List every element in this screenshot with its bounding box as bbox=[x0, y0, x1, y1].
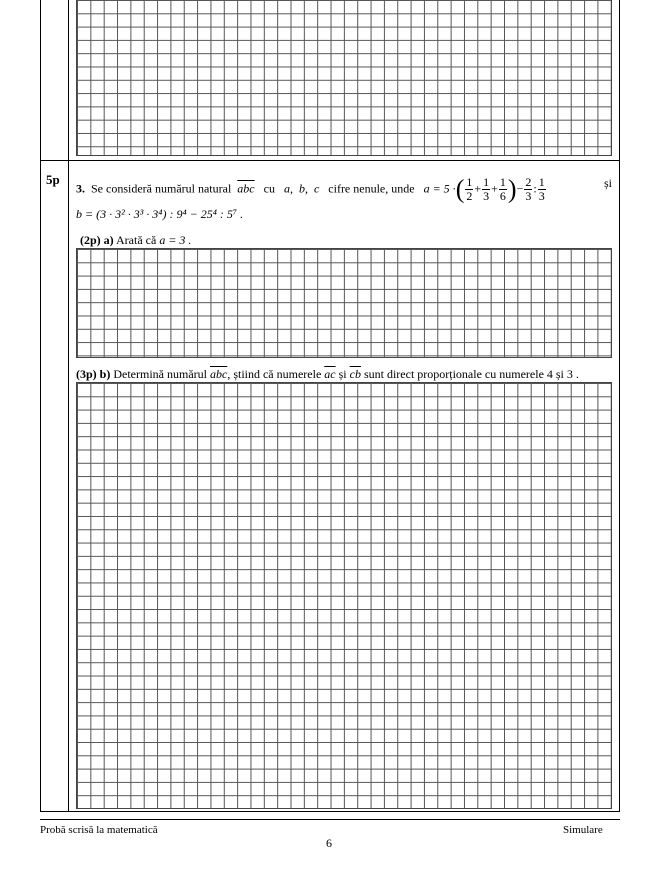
part-b-points: (3p) b) bbox=[76, 367, 111, 381]
number-cb: $\overline{cb}$ bbox=[349, 367, 361, 381]
page-number: 6 bbox=[326, 836, 332, 850]
number-abc: $\overline{abc}$ bbox=[237, 181, 255, 196]
problem-points: 5p bbox=[46, 172, 60, 187]
answer-grid-previous[interactable] bbox=[76, 0, 612, 156]
part-b-text2: , știind că numerele bbox=[227, 367, 322, 381]
part-b-text3: sunt direct proporționale cu numerele 4 și 3 . bbox=[363, 367, 579, 381]
part-b-si: și bbox=[338, 367, 347, 381]
answer-grid-part-b[interactable] bbox=[76, 382, 612, 809]
number-ac: $\overline{ac}$ bbox=[324, 367, 336, 381]
fraction-1-2: $\frac{1}{2}$ bbox=[466, 175, 473, 203]
footer-exam-title: Probă scrisă la matematică bbox=[40, 824, 158, 836]
fraction-1-3b: $\frac{1}{3}$ bbox=[538, 175, 545, 203]
close-paren: ) bbox=[507, 174, 517, 204]
footer-divider bbox=[40, 819, 620, 820]
problem-number: 3. bbox=[76, 181, 85, 196]
part-a-expr: a = 3 . bbox=[159, 233, 192, 247]
problem-cifre: cifre nenule, unde bbox=[328, 181, 415, 196]
problem-statement-line1: 3. Se consideră numărul natural $\overline{abc}$ cu a, b, c cifre nenule, unde a = 5 ·( $\frac{1}{2}$ + $\frac{1}{3}$ + $\frac{1}{6}$ )− $\frac{2}{3}$ : $\frac{1}{3}$ bbox=[76, 174, 545, 204]
part-b-number-abc: $\overline{abc}$ bbox=[209, 367, 228, 381]
word-si: și bbox=[604, 176, 613, 190]
part-a-points: (2p) a) bbox=[80, 233, 114, 247]
var-b: b bbox=[298, 181, 305, 196]
var-a: a bbox=[283, 181, 290, 196]
footer-label: Simulare bbox=[563, 824, 603, 836]
b-definition: b = (3 · 3² · 3³ · 3⁴) : 9⁴ − 25⁴ : 5⁷ . bbox=[76, 207, 244, 221]
fraction-2-3: $\frac{2}{3}$ bbox=[525, 175, 532, 203]
var-c: c bbox=[313, 181, 320, 196]
problem-intro: Se consideră numărul natural bbox=[91, 181, 232, 196]
points-column-divider bbox=[68, 0, 69, 812]
word-cu: cu bbox=[263, 181, 275, 196]
a-definition-prefix: a = 5 · bbox=[423, 181, 456, 196]
part-b-statement bbox=[76, 367, 579, 381]
part-a-statement bbox=[80, 233, 191, 247]
part-b-text1: Determină numărul bbox=[113, 367, 207, 381]
fraction-1-6: $\frac{1}{6}$ bbox=[499, 175, 506, 203]
answer-grid-part-a[interactable] bbox=[76, 248, 612, 358]
open-paren: ( bbox=[455, 174, 465, 204]
part-a-text: Arată că bbox=[116, 233, 157, 247]
fraction-1-3: $\frac{1}{3}$ bbox=[483, 175, 490, 203]
